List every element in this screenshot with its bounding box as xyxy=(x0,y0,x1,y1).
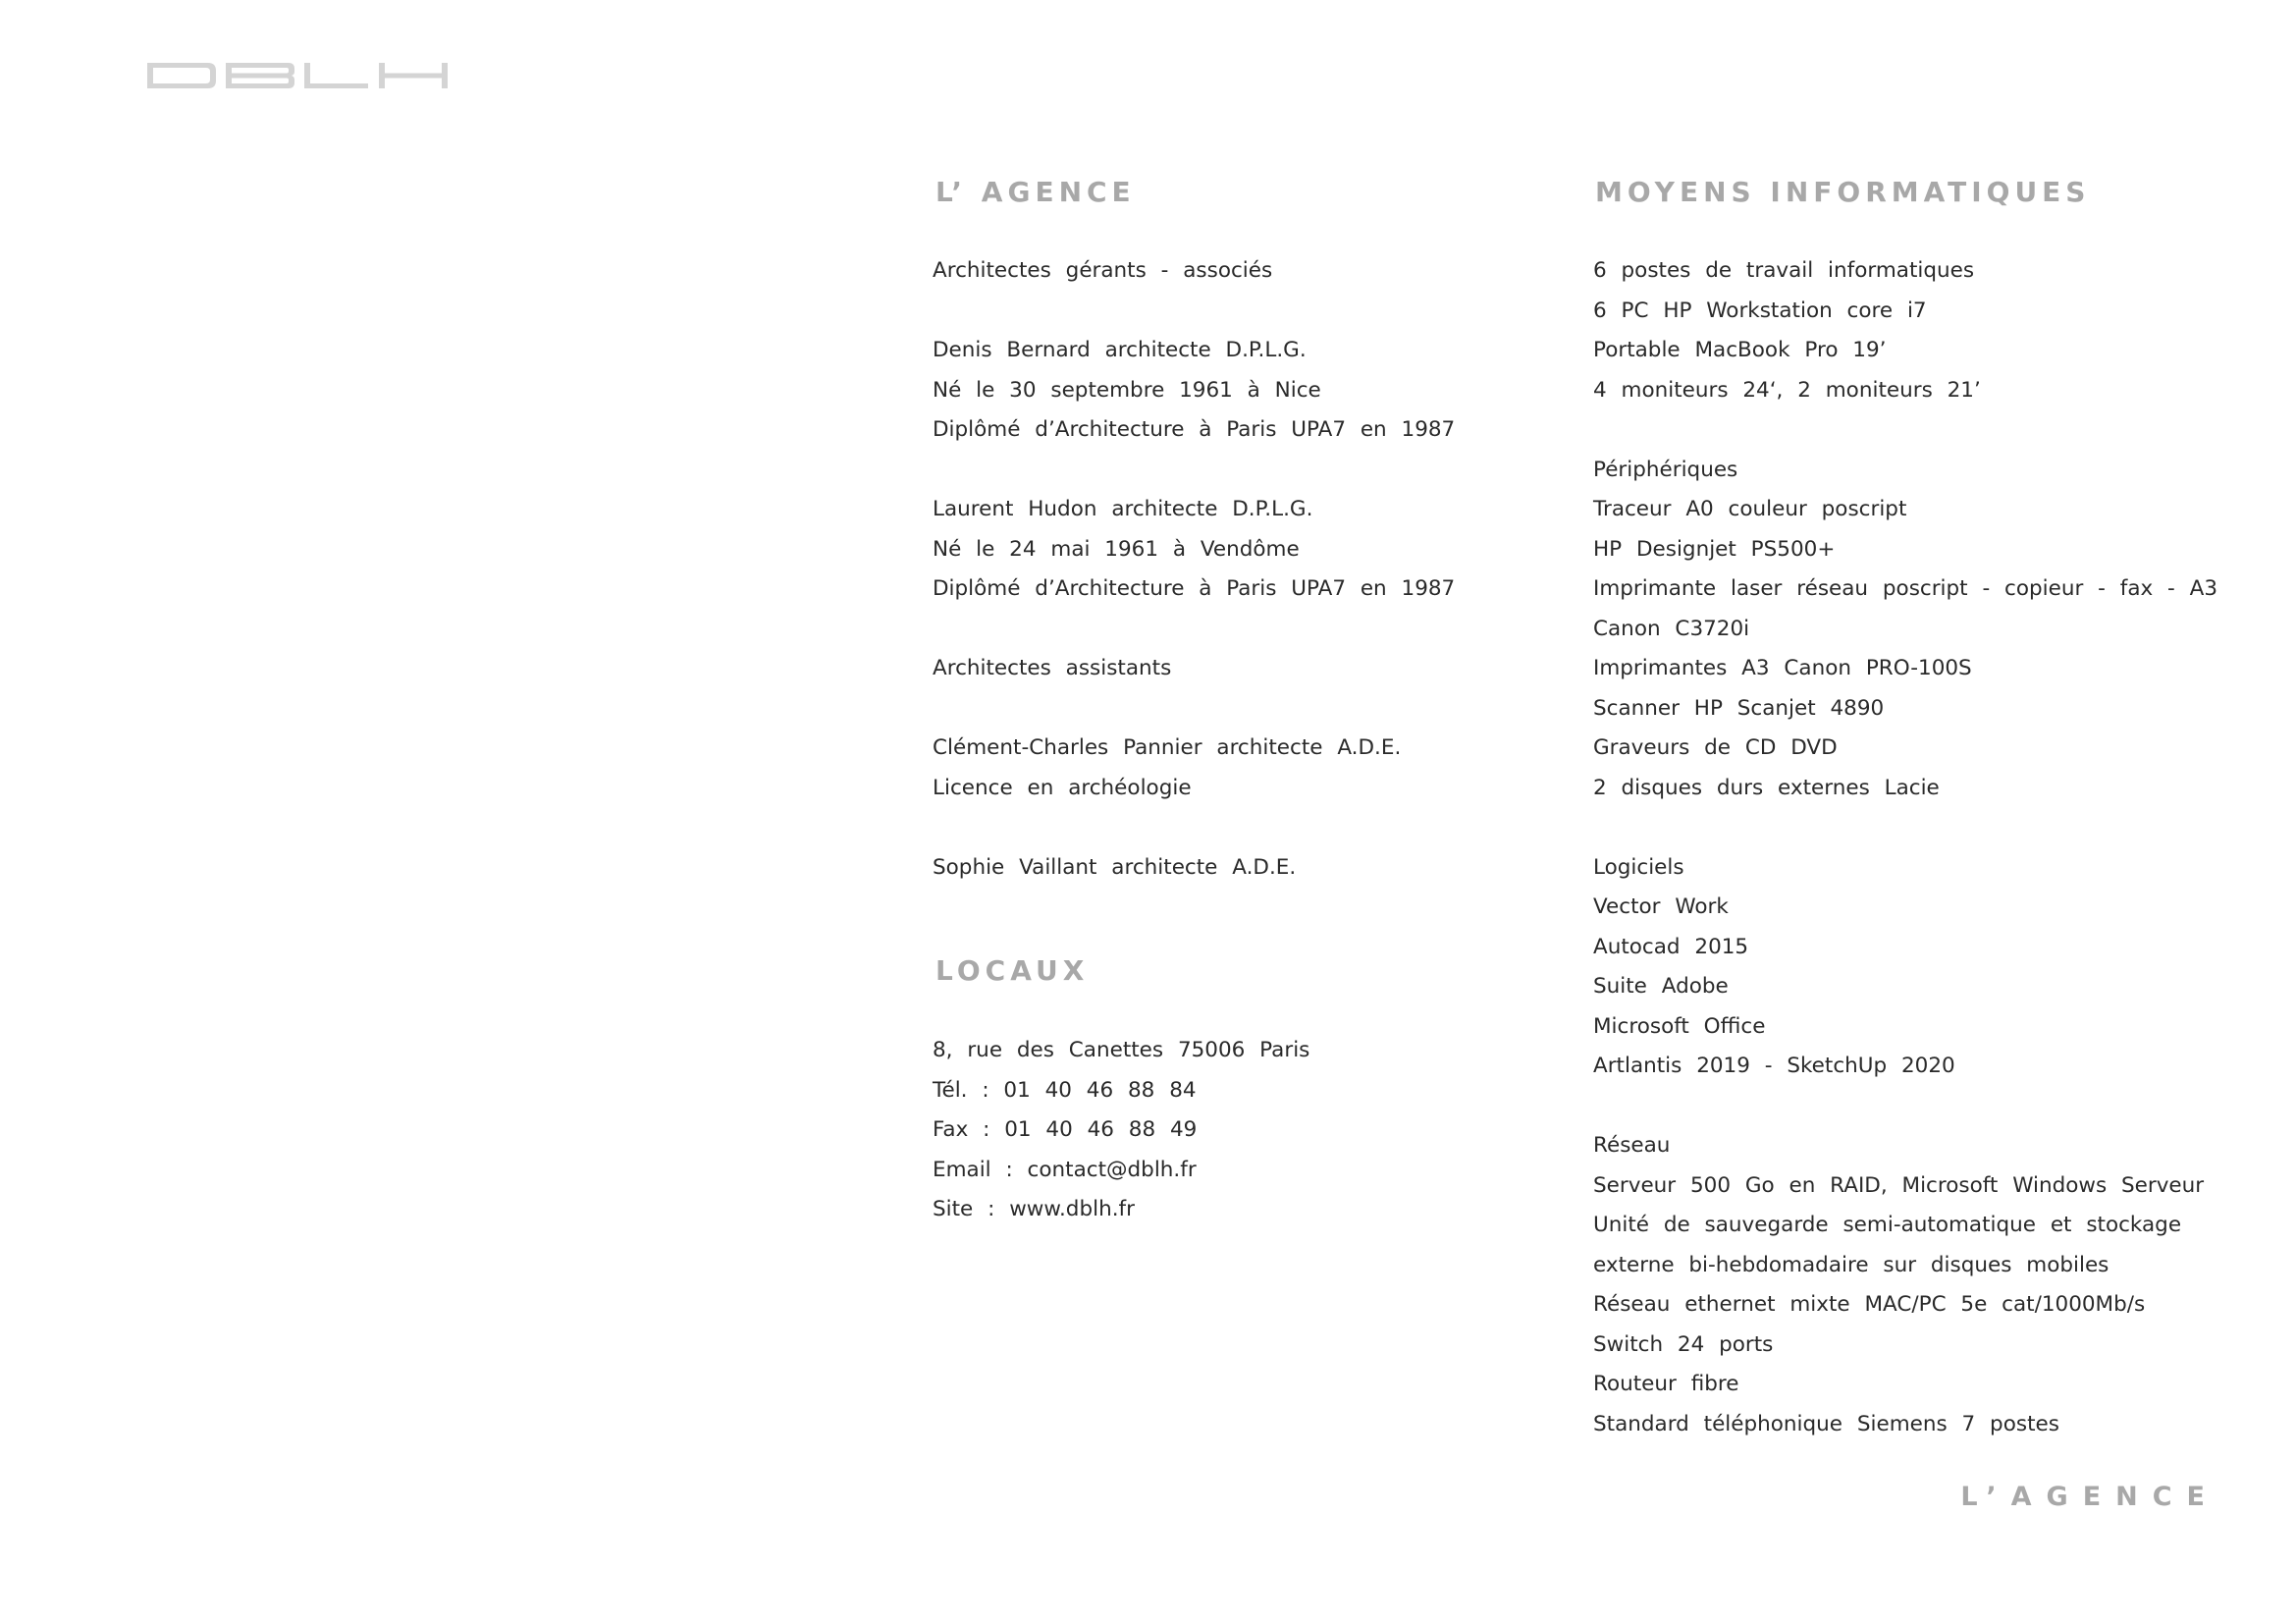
text-line: Email : contact@dblh.fr xyxy=(933,1157,1197,1182)
text-line: Serveur 500 Go en RAID, Microsoft Windows Serveur xyxy=(1593,1172,2205,1198)
spacer xyxy=(933,610,1455,650)
text-line: Architectes assistants xyxy=(933,656,1172,680)
text-line: Logiciels xyxy=(1593,854,1684,880)
text-line: Canon C3720i xyxy=(1593,616,1750,641)
dblh-logo-mark xyxy=(147,63,452,88)
text-line: Artlantis 2019 - SketchUp 2020 xyxy=(1593,1054,1955,1078)
text-line: Né le 24 mai 1961 à Vendôme xyxy=(933,536,1300,562)
text-line: Imprimante laser réseau poscript - copieur - fax - A3 xyxy=(1593,576,2218,601)
text-line: 8, rue des Canettes 75006 Paris xyxy=(933,1038,1310,1062)
spacer xyxy=(1593,808,2217,848)
text-line: 6 postes de travail informatiques xyxy=(1593,258,1975,283)
spacer xyxy=(1593,410,2217,451)
agence-content xyxy=(933,251,1455,888)
dblh-logo xyxy=(147,63,452,88)
text-line: Sophie Vaillant architecte A.D.E. xyxy=(933,854,1297,880)
text-line: Traceur A0 couleur poscript xyxy=(1593,497,1907,521)
text-line: Routeur fibre xyxy=(1593,1372,1739,1396)
text-line: Clément-Charles Pannier architecte A.D.E. xyxy=(933,735,1402,760)
text-line: HP Designjet PS500+ xyxy=(1593,536,1836,562)
text-line: 4 moniteurs 24‘, 2 moniteurs 21’ xyxy=(1593,377,1981,403)
text-line: Diplômé d’Architecture à Paris UPA7 en 1987 xyxy=(933,417,1456,442)
text-line: Fax : 01 40 46 88 49 xyxy=(933,1117,1198,1142)
text-line: Né le 30 septembre 1961 à Nice xyxy=(933,377,1321,403)
text-line: 2 disques durs externes Lacie xyxy=(1593,775,1940,800)
text-line: Licence en archéologie xyxy=(933,775,1192,800)
text-line: Diplômé d’Architecture à Paris UPA7 en 1987 xyxy=(933,576,1456,601)
text-line: Imprimantes A3 Canon PRO-100S xyxy=(1593,656,1972,680)
text-line: Tél. : 01 40 46 88 84 xyxy=(933,1077,1197,1103)
footer-section-label: L’AGENCE xyxy=(1960,1482,2219,1512)
text-line: Scanner HP Scanjet 4890 xyxy=(1593,695,1885,721)
text-line: 6 PC HP Workstation core i7 xyxy=(1593,298,1927,323)
spacer xyxy=(933,451,1455,491)
text-line: Architectes gérants - associés xyxy=(933,258,1273,283)
section-heading-locaux: LOCAUX xyxy=(935,954,1090,987)
locaux-content xyxy=(933,1031,1309,1230)
text-line: Autocad 2015 xyxy=(1593,934,1749,959)
spacer xyxy=(933,808,1455,848)
text-line: Switch 24 ports xyxy=(1593,1331,1774,1357)
spacer xyxy=(933,689,1455,730)
section-heading-agence: L’ AGENCE xyxy=(935,176,1136,208)
text-line: Périphériques xyxy=(1593,457,1738,482)
text-line: Site : www.dblh.fr xyxy=(933,1197,1135,1221)
moyens-informatiques-content xyxy=(1593,251,2217,1444)
section-heading-moyens-informatiques: MOYENS INFORMATIQUES xyxy=(1595,176,2091,208)
text-line: Microsoft Office xyxy=(1593,1013,1766,1039)
text-line: Standard téléphonique Siemens 7 postes xyxy=(1593,1411,2059,1436)
text-line: Laurent Hudon architecte D.P.L.G. xyxy=(933,497,1313,521)
text-line: externe bi-hebdomadaire sur disques mobiles xyxy=(1593,1252,2109,1277)
text-line: Denis Bernard architecte D.P.L.G. xyxy=(933,338,1307,362)
spacer xyxy=(933,292,1455,332)
text-line: Unité de sauvegarde semi-automatique et stockage xyxy=(1593,1213,2182,1237)
spacer xyxy=(1593,1087,2217,1127)
text-line: Portable MacBook Pro 19’ xyxy=(1593,338,1887,362)
text-line: Vector Work xyxy=(1593,894,1729,919)
text-line: Réseau ethernet mixte MAC/PC 5e cat/1000Mb/s xyxy=(1593,1292,2146,1317)
text-line: Suite Adobe xyxy=(1593,974,1729,999)
text-line: Graveurs de CD DVD xyxy=(1593,735,1838,760)
text-line: Réseau xyxy=(1593,1133,1671,1158)
